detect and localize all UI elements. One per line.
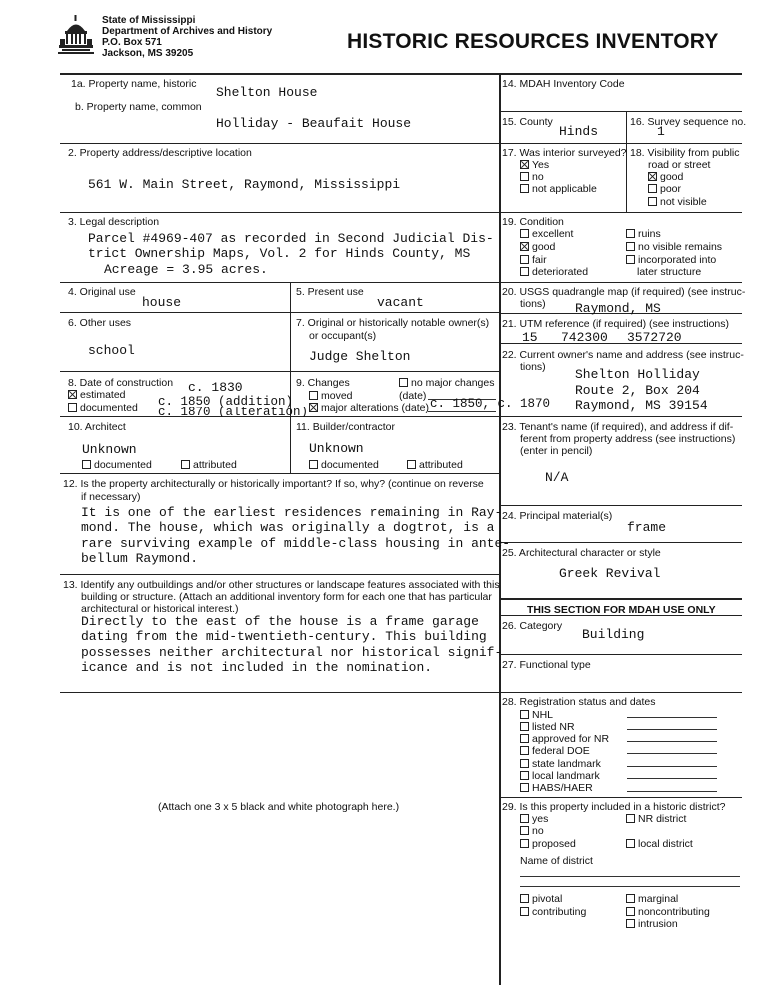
option-label: attributed: [193, 459, 237, 471]
checked-box-icon: [68, 390, 77, 399]
field-25-label: 25. Architectural character or style: [502, 547, 661, 559]
condition-excellent-checkbox[interactable]: [520, 228, 573, 240]
date-line: [627, 791, 717, 792]
outbuildings-line: Directly to the east of the house is a frame garage: [81, 614, 479, 629]
option-label: poor: [660, 183, 682, 195]
option-label: NHL: [532, 709, 554, 721]
builder-attributed-checkbox[interactable]: [407, 459, 463, 471]
field-27-label: 27. Functional type: [502, 659, 591, 671]
rule: [60, 574, 499, 575]
option-label: no major changes: [411, 377, 495, 389]
moved-date-label: (date): [399, 390, 427, 402]
field-13-label-cont: building or structure. (Attach an additional inventory form for each one that has particular: [81, 591, 492, 603]
rule: [499, 416, 742, 417]
utm-northing-value: 3572720: [627, 330, 682, 345]
option-label: approved for NR: [532, 733, 610, 745]
rule: [499, 692, 742, 693]
top-rule: [60, 73, 742, 75]
owner-line: Raymond, MS 39154: [575, 398, 708, 413]
checkbox-icon: [520, 746, 529, 755]
interior-yes-checkbox[interactable]: [520, 159, 549, 171]
checkbox-icon: [626, 229, 635, 238]
field-3-label: 3. Legal description: [68, 216, 160, 228]
option-label: state landmark: [532, 758, 601, 770]
rule: [499, 654, 742, 655]
common-name-value: Holliday - Beaufait House: [216, 116, 412, 131]
address-value: 561 W. Main Street, Raymond, Mississippi: [88, 177, 401, 192]
field-12-label: 12. Is the property architecturally or historically important? If so, why? (continue on reverse: [63, 478, 484, 490]
mid-divider: [290, 282, 291, 473]
checkbox-icon: [399, 378, 408, 387]
district-no-checkbox[interactable]: [520, 825, 544, 837]
significance-line: rare surviving example of middle-class housing in ante-: [81, 536, 511, 551]
checked-box-icon: [309, 403, 318, 412]
checked-box-icon: [520, 242, 529, 251]
other-uses-value: school: [88, 343, 135, 358]
field-12-label-cont: if necessary): [81, 491, 141, 503]
field-7-label: 7. Original or historically notable owner(s): [296, 317, 490, 329]
checkbox-icon: [626, 242, 635, 251]
field-13-label-cont: architectural or historical interest.): [81, 603, 239, 615]
outbuildings-line: dating from the mid-twentieth-century. This building: [81, 629, 487, 644]
checkbox-icon: [626, 839, 635, 848]
checkbox-icon: [520, 894, 529, 903]
county-value: Hinds: [559, 124, 599, 139]
field-19-label: 19. Condition: [502, 216, 564, 228]
rule: [60, 212, 499, 213]
district-pivotal-checkbox[interactable]: [520, 893, 562, 905]
present-use-value: vacant: [377, 295, 424, 310]
date-line: [627, 753, 717, 754]
major-alterations-checkbox[interactable]: [309, 402, 429, 414]
option-label: excellent: [532, 228, 574, 240]
option-label: Yes: [532, 159, 550, 171]
reg-doe-checkbox[interactable]: [520, 745, 590, 757]
option-label: NR district: [638, 813, 687, 825]
field-24-label: 24. Principal material(s): [502, 510, 613, 522]
rule: [499, 143, 742, 144]
district-marginal-checkbox[interactable]: [626, 893, 678, 905]
field-20-label: 20. USGS quadrangle map (if required) (see instruc-: [502, 286, 746, 298]
district-name-label: Name of district: [520, 855, 593, 867]
option-label: contributing: [532, 906, 587, 918]
field-18-label: 18. Visibility from public: [630, 147, 740, 159]
checkbox-icon: [626, 255, 635, 264]
field-16-label: 16. Survey sequence no.: [630, 116, 747, 128]
checkbox-icon: [520, 172, 529, 181]
option-label: fair: [532, 254, 547, 266]
field-4-label: 4. Original use: [68, 286, 136, 298]
rule: [60, 143, 499, 144]
moved-checkbox[interactable]: [309, 390, 353, 402]
date-line: [627, 778, 717, 779]
condition-deteriorated-checkbox[interactable]: [520, 266, 588, 278]
state-seal-logo: [57, 15, 95, 61]
historic-name-value: Shelton House: [216, 85, 318, 100]
field-1b-label: b. Property name, common: [75, 101, 202, 113]
field-18-label-cont: road or street: [648, 159, 711, 171]
org-line: Jackson, MS 39205: [102, 48, 194, 59]
condition-incorporated-checkbox[interactable]: [626, 254, 716, 266]
option-label: federal DOE: [532, 745, 590, 757]
outbuildings-line: icance and is not included in the nomination.: [81, 660, 433, 675]
checkbox-icon: [520, 722, 529, 731]
interior-no-checkbox[interactable]: [520, 171, 544, 183]
checkbox-icon: [626, 894, 635, 903]
field-29-label: 29. Is this property included in a historic district?: [502, 801, 726, 813]
checkbox-icon: [520, 839, 529, 848]
visibility-not-checkbox[interactable]: [648, 196, 707, 208]
option-label: no: [532, 171, 544, 183]
checkbox-icon: [626, 814, 635, 823]
original-use-value: house: [142, 295, 182, 310]
field-23-label: 23. Tenant's name (if required), and address if dif-: [502, 421, 734, 433]
option-label: documented: [321, 459, 379, 471]
rule: [60, 282, 499, 283]
mid-divider: [626, 111, 627, 212]
field-6-label: 6. Other uses: [68, 317, 132, 329]
rule: [499, 282, 742, 283]
field-10-label: 10. Architect: [68, 421, 126, 433]
field-11-label: 11. Builder/contractor: [296, 421, 396, 433]
option-label: incorporated into: [638, 254, 717, 266]
builder-documented-checkbox[interactable]: [309, 459, 379, 471]
checkbox-icon: [520, 734, 529, 743]
checkbox-icon: [520, 184, 529, 193]
district-name-line: [520, 886, 740, 887]
checkbox-icon: [181, 460, 190, 469]
date-line: [627, 729, 717, 730]
field-7-label-cont: or occupant(s): [309, 330, 377, 342]
option-label: documented: [80, 402, 138, 414]
field-8-label: 8. Date of construction: [68, 377, 174, 389]
no-major-changes-checkbox[interactable]: [399, 377, 494, 389]
field-9-label: 9. Changes: [296, 377, 350, 389]
rule: [499, 111, 742, 112]
utm-zone-value: 15: [522, 330, 538, 345]
checkbox-icon: [309, 391, 318, 400]
district-intrusion-checkbox[interactable]: [626, 918, 678, 930]
field-23-label-cont: ferent from property address (see instructions): [520, 433, 736, 445]
rule: [60, 371, 499, 372]
option-label: good: [660, 171, 684, 183]
option-label: ruins: [638, 228, 661, 240]
date-line: [627, 741, 717, 742]
documented-checkbox[interactable]: [68, 402, 138, 414]
district-local-checkbox[interactable]: [626, 838, 693, 850]
option-label: HABS/HAER: [532, 782, 593, 794]
option-label: attributed: [419, 459, 463, 471]
option-label: estimated: [80, 389, 126, 401]
date-line: [627, 766, 717, 767]
reg-state-checkbox[interactable]: [520, 758, 601, 770]
rule: [499, 212, 742, 213]
condition-fair-checkbox[interactable]: [520, 254, 547, 266]
field-17-label: 17. Was interior surveyed?: [502, 147, 627, 159]
field-23-label-cont: (enter in pencil): [520, 445, 593, 457]
tenant-value: N/A: [545, 470, 569, 485]
interior-na-checkbox[interactable]: [520, 183, 597, 195]
option-label: not visible: [660, 196, 707, 208]
checkbox-icon: [309, 460, 318, 469]
visibility-good-checkbox[interactable]: [648, 171, 683, 183]
rule: [60, 312, 499, 313]
utm-easting-value: 742300: [561, 330, 608, 345]
option-label: not applicable: [532, 183, 597, 195]
field-26-label: 26. Category: [502, 620, 563, 632]
option-label: documented: [94, 459, 152, 471]
checked-box-icon: [520, 160, 529, 169]
rule: [60, 473, 499, 474]
district-noncontributing-checkbox[interactable]: [626, 906, 710, 918]
field-22-label-cont: tions): [520, 361, 546, 373]
option-label: major alterations (date): [321, 402, 429, 414]
checkbox-icon: [520, 771, 529, 780]
legal-desc-line: Parcel #4969-407 as recorded in Second Judicial Dis-: [88, 231, 494, 246]
significance-line: It is one of the earliest residences remaining in Ray-: [81, 505, 503, 520]
option-label: no visible remains: [638, 241, 723, 253]
architect-documented-checkbox[interactable]: [82, 459, 152, 471]
district-name-line: [520, 876, 740, 877]
field-22-label: 22. Current owner's name and address (see instruc-: [502, 349, 744, 361]
rule: [499, 505, 742, 506]
reg-local-checkbox[interactable]: [520, 770, 600, 782]
district-nr-checkbox[interactable]: [626, 813, 686, 825]
category-value: Building: [582, 627, 645, 642]
legal-desc-line: Acreage = 3.95 acres.: [104, 262, 268, 277]
architect-value: Unknown: [82, 442, 137, 457]
field-14-label: 14. MDAH Inventory Code: [502, 78, 625, 90]
checkbox-icon: [626, 919, 635, 928]
option-label: local landmark: [532, 770, 600, 782]
significance-line: mond. The house, which was originally a dogtrot, is a: [81, 520, 495, 535]
owner-line: Shelton Holliday: [575, 367, 700, 382]
outbuildings-line: possesses neither architectural nor historical signif-: [81, 645, 503, 660]
option-label: yes: [532, 813, 549, 825]
option-label: no: [532, 825, 544, 837]
checkbox-icon: [626, 907, 635, 916]
rule: [499, 598, 742, 600]
org-line: Department of Archives and History: [102, 26, 273, 37]
field-1a-label: 1a. Property name, historic: [71, 78, 197, 90]
checkbox-icon: [520, 759, 529, 768]
option-label: listed NR: [532, 721, 575, 733]
condition-ruins-checkbox[interactable]: [626, 228, 661, 240]
legal-desc-line: trict Ownership Maps, Vol. 2 for Hinds County, MS: [88, 246, 471, 261]
date-line: [627, 717, 717, 718]
reg-habs-checkbox[interactable]: [520, 782, 593, 794]
field-20-label-cont: tions): [520, 298, 546, 310]
checkbox-icon: [407, 460, 416, 469]
district-yes-checkbox[interactable]: [520, 813, 548, 825]
checkbox-icon: [520, 710, 529, 719]
option-label: marginal: [638, 893, 679, 905]
org-line: P.O. Box 571: [102, 37, 162, 48]
construction-date-addition: c. 1850 (addition): [158, 395, 294, 409]
field-15-label: 15. County: [502, 116, 553, 128]
district-proposed-checkbox[interactable]: [520, 838, 576, 850]
option-label: pivotal: [532, 893, 563, 905]
visibility-poor-checkbox[interactable]: [648, 183, 681, 195]
significance-line: bellum Raymond.: [81, 551, 199, 566]
field-13-label: 13. Identify any outbuildings and/or other structures or landscape features associated with this: [63, 579, 500, 591]
owner-value: Judge Shelton: [309, 349, 411, 364]
org-line: State of Mississippi: [102, 15, 196, 26]
checkbox-icon: [520, 826, 529, 835]
usgs-quad-value: Raymond, MS: [575, 301, 661, 316]
checkbox-icon: [68, 403, 77, 412]
rule: [499, 797, 742, 798]
reg-listed-checkbox[interactable]: [520, 721, 575, 733]
estimated-checkbox[interactable]: [68, 389, 126, 401]
checked-box-icon: [648, 172, 657, 181]
checkbox-icon: [520, 814, 529, 823]
construction-date-alteration: c. 1870 (alteration): [158, 407, 309, 417]
survey-seq-value: 1: [657, 124, 665, 139]
reg-nhl-checkbox[interactable]: [520, 709, 553, 721]
option-label: proposed: [532, 838, 576, 850]
option-label: local district: [638, 838, 693, 850]
field-2-label: 2. Property address/descriptive location: [68, 147, 252, 159]
condition-nvr-checkbox[interactable]: [626, 241, 722, 253]
checkbox-icon: [520, 267, 529, 276]
org-address-block: [102, 15, 272, 59]
reg-approved-checkbox[interactable]: [520, 733, 609, 745]
center-divider: [499, 73, 501, 985]
style-value: Greek Revival: [559, 566, 661, 581]
checkbox-icon: [520, 229, 529, 238]
owner-line: Route 2, Box 204: [575, 383, 700, 398]
checkbox-icon: [520, 783, 529, 792]
rule: [499, 542, 742, 543]
option-label: intrusion: [638, 918, 678, 930]
field-28-label: 28. Registration status and dates: [502, 696, 656, 708]
photo-instruction: (Attach one 3 x 5 black and white photograph here.): [158, 801, 400, 813]
checkbox-icon: [82, 460, 91, 469]
option-label: good: [532, 241, 556, 253]
option-label: deteriorated: [532, 266, 589, 278]
checkbox-icon: [648, 184, 657, 193]
architect-attributed-checkbox[interactable]: [181, 459, 237, 471]
builder-value: Unknown: [309, 441, 364, 456]
checkbox-icon: [520, 907, 529, 916]
alteration-date-value: c. 1850, c. 1870: [430, 397, 551, 411]
checkbox-icon: [648, 197, 657, 206]
field-21-label: 21. UTM reference (if required) (see instructions): [502, 318, 729, 330]
condition-good-checkbox[interactable]: [520, 241, 555, 253]
construction-date-value: c. 1830: [188, 380, 243, 395]
checkbox-icon: [520, 255, 529, 264]
option-label: noncontributing: [638, 906, 710, 918]
district-contributing-checkbox[interactable]: [520, 906, 586, 918]
condition-incorporated-cont: later structure: [637, 266, 702, 278]
field-5-label: 5. Present use: [296, 286, 364, 298]
mdah-section-header: THIS SECTION FOR MDAH USE ONLY: [527, 604, 716, 616]
rule: [60, 692, 499, 693]
option-label: moved: [321, 390, 353, 402]
form-title: HISTORIC RESOURCES INVENTORY: [347, 30, 719, 53]
material-value: frame: [627, 520, 667, 535]
